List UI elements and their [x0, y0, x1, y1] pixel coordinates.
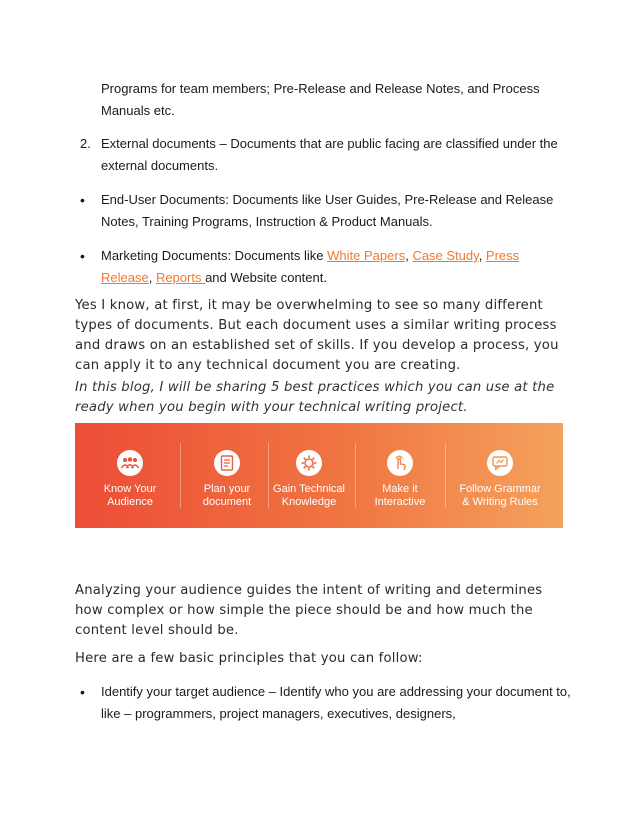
people-icon — [117, 450, 143, 476]
step-know-audience — [82, 423, 178, 528]
link-separator: , — [148, 270, 156, 285]
marketing-text-after: and Website content. — [205, 270, 327, 285]
step-label: Gain Technical Knowledge — [273, 483, 345, 508]
best-practices-banner — [75, 423, 563, 528]
chat-icon — [487, 450, 513, 476]
external-documents-text: – Documents that are public facing are classified under the external documents. — [101, 136, 558, 173]
hand-tap-icon — [387, 450, 413, 476]
gear-icon — [296, 450, 322, 476]
end-user-documents-item — [101, 189, 571, 233]
link-separator: , — [405, 248, 413, 263]
step-label: Plan your document — [202, 483, 252, 508]
step-follow-grammar — [452, 423, 548, 528]
blog-intro-paragraph: In this blog, I will be sharing 5 best practices which you can use at the ready when you begin with your technical writing project. — [75, 380, 555, 415]
step-gain-knowledge — [261, 423, 357, 528]
audience-analysis-paragraph: Analyzing your audience guides the intent of writing and determines how complex or how simple the piece should be and how much the content level should be. — [75, 583, 543, 638]
identify-audience-text: – Identify who you are addressing your document to, like – programmers, project managers, executives, designers, — [101, 684, 571, 721]
press-release-link[interactable]: Press Release — [101, 248, 520, 285]
intro-paragraph: Yes I know, at first, it may be overwhelming to see so many different types of documents. But each document uses a similar writing process and draws on an established set of skills. If you develop a process, you can apply it to any technical document you are creating. — [75, 298, 559, 373]
end-user-documents-text: Documents like User Guides, Pre-Release and Release Notes, Training Programs, Instruction & Product Manuals. — [101, 192, 554, 229]
white-papers-link[interactable]: White Papers — [327, 248, 406, 263]
link-separator: , — [478, 248, 486, 263]
list-number: 2. — [80, 136, 91, 151]
document-icon — [214, 450, 240, 476]
case-study-link[interactable]: Case Study — [412, 248, 479, 263]
bullet-icon: • — [80, 684, 85, 700]
continuation-text: Programs for team members; Pre-Release and Release Notes, and Process Manuals etc. — [101, 81, 540, 118]
external-documents-title: External documents — [101, 136, 216, 151]
step-label: Know Your Audience — [103, 483, 157, 508]
principles-intro: Here are a few basic principles that you can follow: — [75, 651, 423, 666]
identify-audience-title: Identify your target audience — [101, 684, 266, 699]
marketing-documents-item — [101, 245, 571, 289]
external-documents-item — [101, 133, 571, 177]
marketing-text-before: Documents like — [231, 248, 328, 263]
reports-link[interactable]: Reports — [155, 270, 206, 285]
bullet-icon: • — [80, 248, 85, 264]
divider — [445, 443, 446, 508]
bullet-icon: • — [80, 192, 85, 208]
step-label: Follow Grammar & Writing Rules — [459, 483, 541, 508]
end-user-documents-title: End-User Documents: — [101, 192, 229, 207]
identify-audience-item — [101, 681, 571, 725]
step-make-interactive — [352, 423, 448, 528]
step-label: Make it Interactive — [374, 483, 426, 508]
marketing-documents-title: Marketing Documents: — [101, 248, 232, 263]
